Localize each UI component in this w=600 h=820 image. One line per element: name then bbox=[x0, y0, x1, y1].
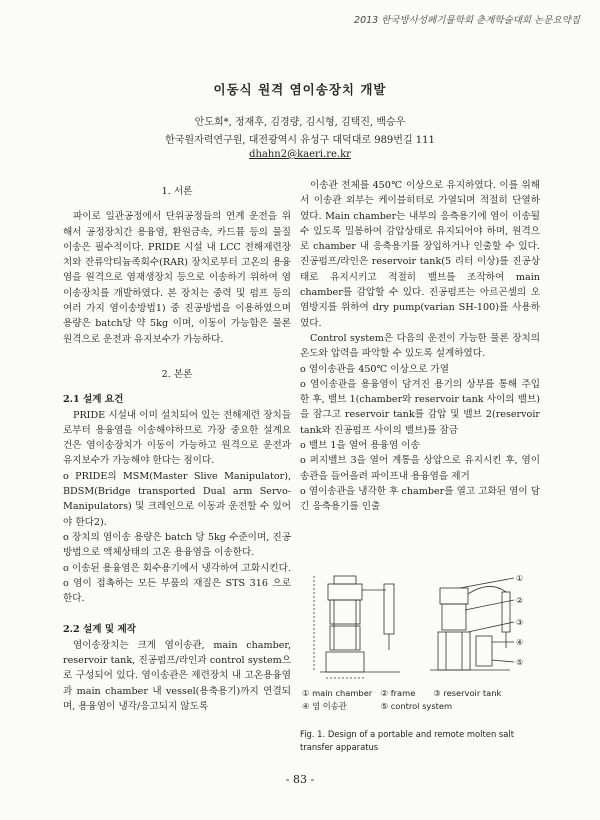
left-chamber-lid bbox=[328, 584, 362, 600]
legend-item: ③ reservoir tank bbox=[433, 688, 502, 698]
email-link[interactable]: dhahn2@kaeri.re.kr bbox=[249, 149, 351, 160]
left-cabinet bbox=[326, 652, 364, 672]
conference-header: 2013 한국방사성폐기물학회 춘계학술대회 논문요약집 bbox=[354, 15, 580, 26]
paper-title: 이동식 원격 염이송장치 개발 bbox=[213, 82, 387, 97]
legend-item: ④ 염 이송관 bbox=[302, 701, 347, 711]
subsection-heading: 2.2 설계 및 제작 bbox=[63, 624, 137, 636]
right-transfer-arm bbox=[468, 586, 506, 594]
paragraph: 염이송장치는 크게 염이송관, main chamber, reservoir tank, 진공펌프/라인과 control system으로 구성되어 있다. 염이송관은 제련장치 내 고온용융염과 main chamber 내 vessel(용축용기)까지 연결되며, 용융염이 냉각/응고되지 않도록 bbox=[63, 639, 291, 712]
affiliation: 한국원자력연구원, 대전광역시 유성구 대덕대로 989번길 111 bbox=[165, 135, 435, 146]
list-item: o 밸브 1을 열어 용융염 이송 bbox=[300, 440, 420, 452]
right-control-box bbox=[476, 636, 492, 666]
left-transfer-pipe bbox=[384, 584, 394, 634]
legend-item: ① main chamber bbox=[302, 688, 373, 698]
callout-5: ⑤ bbox=[516, 658, 524, 667]
apparatus-figure bbox=[300, 570, 540, 682]
list-item: o 염이송관을 용융염이 담겨진 용기의 상부를 통해 주입한 후, 밸브 1(chamber와 reservoir tank 사이의 밸브)을 잠그고 reservoir tank를 감압 및 밸브 2(reservoir tank와 진공펌프 사이의 밸브)를 잠금 bbox=[300, 378, 540, 436]
paragraph: 파이로 일관공정에서 단위공정들의 연계 운전을 위해서 공정장치간 용융염, 환원금속, 카드뮴 등의 물질이송은 필수적이다. PRIDE 시설 내 LCC 전해제련장치와 잔류악티늄족회수(RAR) 장치로부터 고온의 용융염을 원격으로 염재생장치 등으로 이송하기 위하여 염이송장치를 개발하였다. 본 장치는 중력 및 펌프 등의 여러 가지 염이송방법1) 중 진공방법을 이용하였으며 용량은 batch당 약 5kg 이며, 이동이 가능함은 물론 원격으로 운전과 유지보수가 가능하다. bbox=[63, 211, 291, 345]
authors: 안도희*, 정재후, 김경량, 김시형, 김택진, 백승우 bbox=[194, 117, 406, 128]
callout-3: ③ bbox=[516, 618, 524, 627]
right-column bbox=[300, 178, 540, 515]
paragraph: Control system은 다음의 운전이 가능한 물론 장치의 온도와 압력을 파악할 수 있도록 설계하였다. bbox=[300, 332, 540, 360]
left-reservoir-tank bbox=[330, 626, 360, 650]
callout-1: ① bbox=[516, 574, 524, 583]
list-item: o 퍼지밸브 3을 열어 계통을 상압으로 유지시킨 후, 염이송관을 들어올려 파이프내 용융염을 제거 bbox=[300, 455, 540, 482]
list-item: o 장치의 염이송 용량은 batch 당 5kg 수준이며, 진공방법으로 액체상태의 고온 용융염을 이송한다. bbox=[63, 531, 291, 559]
figure-legend bbox=[302, 687, 540, 713]
section-heading: 1. 서론 bbox=[161, 186, 193, 197]
page-number: - 83 - bbox=[285, 773, 315, 786]
legend-item: ⑤ control system bbox=[380, 701, 453, 711]
list-item: o 이송된 용융염은 회수용기에서 냉각하여 고화시킨다. bbox=[63, 562, 291, 574]
callout-4: ④ bbox=[516, 638, 524, 647]
left-column bbox=[63, 178, 291, 714]
list-item: o PRIDE의 MSM(Master Slive Manipulator), BDSM(Bridge transported Dual arm Servo-Manipulators) 및 크레인으로 이동과 운전할 수 있어야 한다2). bbox=[63, 470, 291, 528]
paragraph: 이송관 전체를 450℃ 이상으로 유지하였다. 이를 위해서 이송관 외부는 케이블히터로 가열되며 적절히 단열하였다. Main chamber는 내부의 응축용기에 염이 이송될 수 있도록 밀봉하여 감압상태로 유지되어야 하며, 원격으로 chamber 내 응축용기를 장입하거나 인출할 수 있다. 진공펌프/라인은 reservoir tank(5 리터 이상)를 진공상태로 유지시키고 적절히 밸브를 조작하여 main chamber를 감압할 수 있다. 진공펌프는 아르곤셀의 오염방지를 위하여 dry pump(varian SH-100)를 사용하였다. bbox=[300, 180, 540, 329]
list-item: o 염이송관을 냉각한 후 chamber를 열고 고화된 염이 담긴 응축용기를 인출 bbox=[300, 485, 540, 513]
list-item: o 염이송관을 450℃ 이상으로 가열 bbox=[300, 363, 449, 375]
subsection-heading: 2.1 설계 요건 bbox=[63, 394, 124, 406]
callout-2: ② bbox=[516, 596, 524, 605]
legend-item: ② frame bbox=[380, 688, 416, 698]
list-item: o 염이 접촉하는 모든 부품의 재질은 STS 316 으로 한다. bbox=[63, 577, 291, 605]
paragraph: PRIDE 시설내 이미 설치되어 있는 전해제련 장치들로부터 용융염을 이송해야하므로 가장 중요한 설계요건은 염이송장치가 이동이 가능하고 원격으로 운전과 유지보수가 가능해야 한다는 점이다. bbox=[63, 409, 291, 467]
section-heading: 2. 본론 bbox=[161, 368, 193, 380]
right-main-chamber bbox=[440, 588, 468, 604]
right-frame bbox=[438, 632, 470, 670]
figure-caption: Fig. 1. Design of a portable and remote molten salt transfer apparatus bbox=[300, 729, 515, 752]
